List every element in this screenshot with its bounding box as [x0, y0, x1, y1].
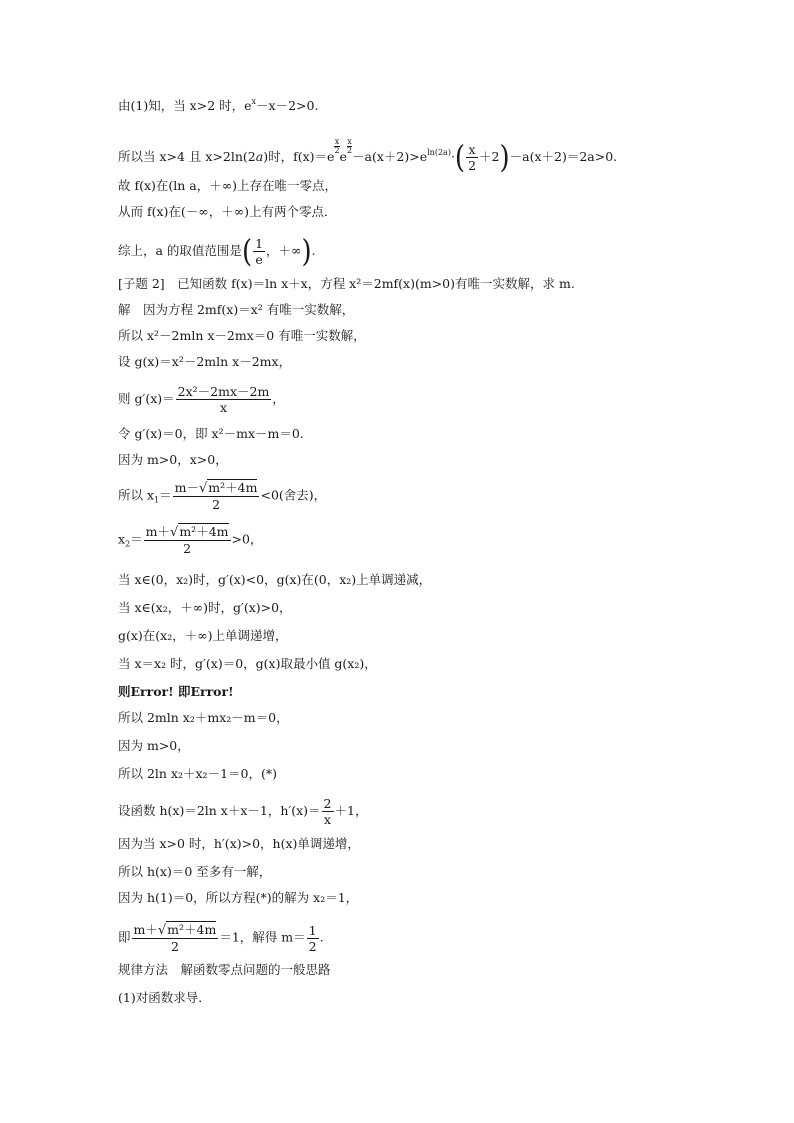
fraction-x2	[144, 524, 231, 556]
text-line-15: 当 x∈(0，x₂)时，g′(x)<0，g(x)在(0，x₂)上单调递减，	[118, 572, 432, 587]
fraction-gprime	[176, 384, 272, 415]
frac-den: x	[219, 400, 227, 415]
right-paren: )	[499, 139, 510, 176]
text-line-4: 从而 f(x)在(－∞，＋∞)上有两个零点．	[118, 204, 337, 219]
line-27-part: ＝1，解得 m＝	[219, 929, 306, 945]
sqrt-content: m²＋4m	[179, 524, 229, 539]
sqrt-icon: √	[170, 525, 179, 540]
text-line-14	[118, 524, 262, 556]
text-line-1	[118, 98, 318, 114]
line-14-part: x	[118, 531, 126, 547]
exp-den: 2	[346, 146, 353, 155]
text-line-29: (1)对函数求导．	[118, 990, 211, 1005]
line-2-part: 所以当 x>4 且 x>2ln(2	[118, 149, 256, 164]
line-2-part: a	[255, 149, 264, 164]
text-line-26: 因为 h(1)＝0，所以方程(*)的解为 x₂＝1，	[118, 890, 359, 905]
text-line-22: 所以 2ln x₂＋x₂－1＝0，(*)	[118, 766, 277, 781]
line-10-part: 则 g′(x)＝	[118, 391, 175, 406]
text-line-7: 解 因为方程 2mf(x)＝x² 有唯一实数解，	[118, 302, 355, 317]
line-2-part: ·	[450, 149, 455, 164]
line-14-part: ＝	[130, 531, 143, 547]
text-line-13	[118, 480, 326, 512]
frac-den: 2	[183, 541, 192, 556]
line-10-part: ，	[272, 391, 285, 406]
line-2-part: －a(x＋2)>e	[352, 149, 428, 164]
line-5-period: .	[311, 243, 316, 258]
frac-den: 2	[170, 939, 179, 954]
fraction-2-over-x	[322, 796, 334, 827]
text-line-28: 规律方法 解函数零点问题的一般思路	[118, 962, 331, 977]
line-13-part: <0(舍去)，	[260, 487, 327, 503]
text-line-10	[118, 384, 285, 415]
line-2-part: ＋2	[479, 149, 500, 164]
text-line-20: 所以 2mln x₂＋mx₂－m＝0，	[118, 710, 289, 725]
text-line-9: 设 g(x)＝x²－2mln x－2mx，	[118, 354, 292, 369]
sqrt-content: m²＋4m	[208, 480, 258, 495]
text-line-17: g(x)在(x₂，＋∞)上单调递增，	[118, 628, 288, 643]
frac-den: 2	[212, 497, 221, 512]
line-23-part: ＋1，	[334, 803, 368, 818]
frac-den: x	[323, 812, 332, 827]
text-line-12: 因为 m>0，x>0，	[118, 452, 228, 467]
line-5-part: 综上，a 的取值范围是	[118, 243, 242, 258]
line-14-part: >0，	[231, 531, 263, 547]
frac-num: 1	[255, 236, 264, 251]
fraction-1-over-2	[307, 923, 319, 954]
text-line-18: 当 x＝x₂ 时，g′(x)＝0，g(x)取最小值 g(x₂)，	[118, 656, 377, 671]
frac-num: 2	[323, 796, 332, 811]
frac-num: 2x²－2mx－2m	[177, 384, 270, 399]
text-line-19: 则Error! 即Error!	[118, 684, 234, 699]
sqrt-content: m²＋4m	[167, 922, 217, 937]
line-23-part: 设函数 h(x)＝2ln x＋x－1，h′(x)＝	[118, 803, 321, 818]
fraction-1-over-e	[253, 236, 265, 267]
line-1-text: 由(1)知，当 x>2 时，e	[118, 98, 252, 113]
text-line-6: [子题 2] 已知函数 f(x)＝ln x＋x，方程 x²＝2mf(x)(m>0)有唯一实数解，求 m.	[118, 276, 575, 291]
frac-den: e	[255, 252, 263, 267]
text-line-2	[118, 137, 618, 176]
line-14-sub: 2	[125, 539, 131, 549]
frac-num	[144, 524, 231, 541]
text-line-25: 所以 h(x)＝0 至多有一解，	[118, 864, 272, 879]
fraction-x-over-2	[466, 142, 478, 173]
frac-num-a: m＋	[133, 922, 158, 937]
text-line-24: 因为当 x>0 时，h′(x)>0，h(x)单调递增，	[118, 836, 360, 851]
sqrt-icon: √	[199, 481, 208, 496]
frac-num	[173, 480, 260, 497]
line-1-tail: －x－2>0.	[256, 98, 319, 113]
line-2-part: －a(x＋2)＝2a>0.	[509, 149, 618, 164]
text-line-3: 故 f(x)在(ln a，＋∞)上存在唯一零点，	[118, 178, 338, 193]
frac-num-a: m－	[174, 480, 199, 495]
exp-num: x	[334, 137, 340, 146]
fraction-x1	[173, 480, 260, 512]
frac-den: 2	[308, 938, 317, 954]
exp-den: 2	[334, 146, 340, 155]
text-line-16: 当 x∈(x₂，＋∞)时，g′(x)>0，	[118, 600, 292, 615]
line-2-part: )时，f(x)＝e	[263, 149, 335, 164]
text-line-23	[118, 796, 367, 827]
right-paren: )	[301, 233, 312, 270]
line-1-sup: x	[251, 97, 257, 106]
line-2-part: e	[339, 149, 347, 164]
text-line-5	[118, 233, 316, 270]
line-5-part: ，＋∞	[266, 243, 302, 258]
frac-den: 2	[468, 158, 477, 173]
left-paren: (	[241, 233, 253, 270]
line-27-part: 即	[118, 929, 131, 945]
line-13-part: 所以 x	[118, 487, 155, 503]
exp-num: x	[347, 137, 352, 146]
left-paren: (	[454, 139, 466, 176]
text-line-27	[118, 922, 324, 954]
text-line-11: 令 g′(x)＝0，即 x²－mx－m＝0.	[118, 426, 304, 441]
line-13-part: ＝	[159, 487, 172, 503]
fraction-m-sqrt	[132, 922, 219, 954]
sqrt-icon: √	[157, 923, 167, 938]
frac-num: 1	[308, 922, 317, 938]
line-27-part: .	[319, 929, 324, 945]
text-line-21: 因为 m>0，	[118, 738, 190, 753]
line-13-sub: 1	[154, 495, 160, 505]
frac-num	[132, 922, 219, 939]
frac-num-a: m＋	[145, 524, 171, 539]
frac-num: x	[466, 142, 478, 158]
line-2-sup: ln(2a)	[427, 148, 451, 157]
text-line-8: 所以 x²－2mln x－2mx＝0 有唯一实数解，	[118, 328, 366, 343]
